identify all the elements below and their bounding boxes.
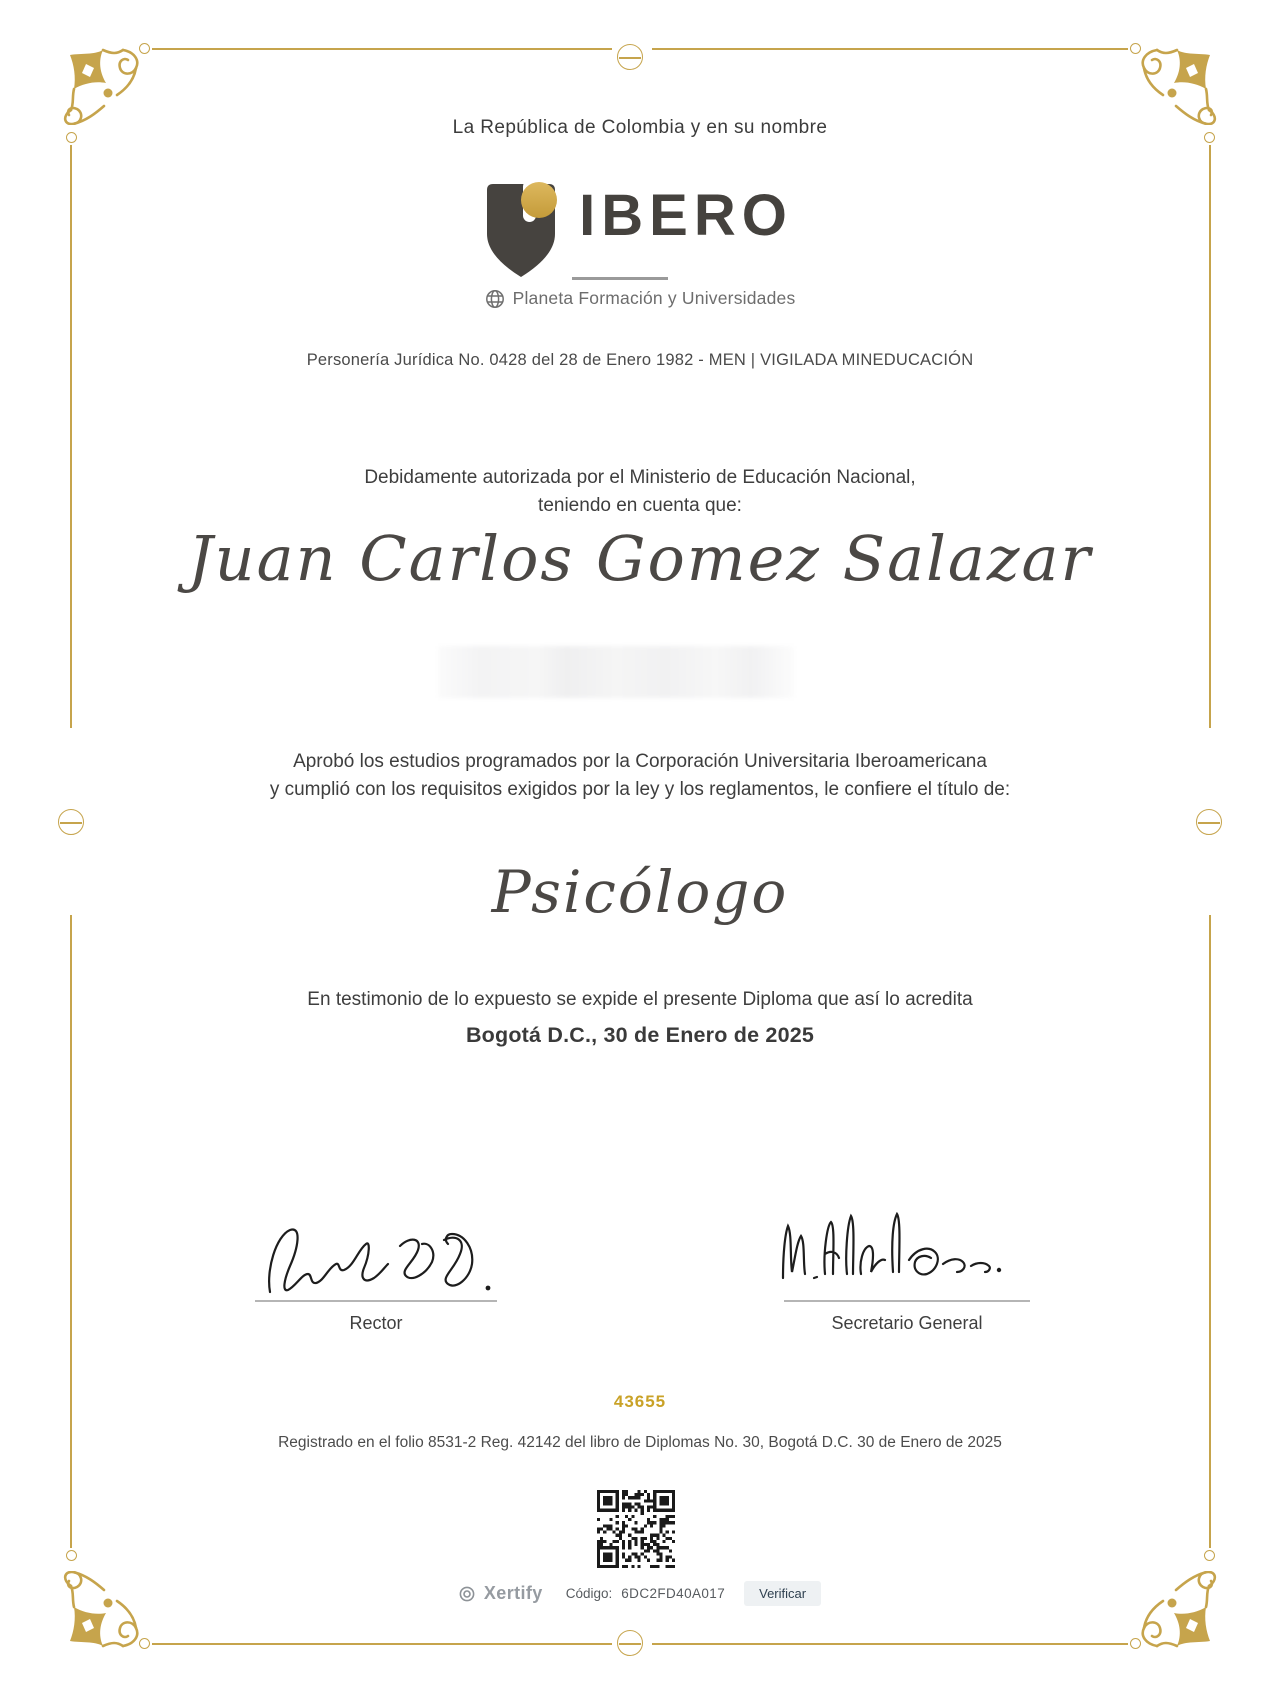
testimony-line: En testimonio de lo expuesto se expide el presente Diploma que así lo acredita (307, 989, 973, 1010)
authorization-line-2: teniendo en cuenta que: (538, 495, 742, 516)
border-line (152, 48, 612, 50)
verification-code: 6DC2FD40A017 (621, 1586, 726, 1601)
border-line (152, 1643, 612, 1645)
secretario-signature-line (784, 1300, 1030, 1302)
border-curl-icon (66, 1550, 77, 1561)
rector-signature-line (255, 1300, 497, 1302)
theta-ornament-icon (58, 809, 84, 835)
diploma-number: 43655 (613, 1392, 667, 1411)
approval-line-1: Aprobó los estudios programados por la Corporación Universitaria Iberoamericana (293, 751, 987, 772)
ibero-wordmark: IBERO (579, 183, 793, 248)
border-curl-icon (1130, 1638, 1141, 1649)
legal-line: Personería Jurídica No. 0428 del 28 de Enero 1982 - MEN | VIGILADA MINEDUCACIÓN (306, 351, 974, 369)
secretario-title: Secretario General (831, 1313, 983, 1333)
border-curl-icon (1130, 43, 1141, 54)
redacted-id-block (438, 646, 794, 698)
xertify-icon (459, 1586, 475, 1602)
border-curl-icon (139, 1638, 150, 1649)
authorization-line-1: Debidamente autorizada por el Ministerio de Educación Nacional, (364, 467, 916, 488)
planeta-tagline-row (0, 288, 1280, 309)
republic-header: La República de Colombia y en su nombre (452, 117, 828, 138)
secretario-signature (775, 1212, 1010, 1300)
degree-title: Psicólogo (491, 858, 789, 926)
graduate-name: Juan Carlos Gomez Salazar (187, 522, 1093, 595)
logo-divider (572, 277, 668, 280)
verification-row (0, 1581, 1280, 1606)
verify-button[interactable]: Verificar (744, 1581, 821, 1606)
corner-flourish-icon (1134, 45, 1220, 125)
border-line (652, 48, 1128, 50)
border-curl-icon (139, 43, 150, 54)
code-label: Código: (565, 1586, 613, 1601)
theta-ornament-icon (1196, 809, 1222, 835)
theta-ornament-icon (617, 1630, 643, 1656)
corner-flourish-icon (60, 45, 146, 125)
rector-title: Rector (349, 1313, 403, 1333)
approval-line-2: y cumplió con los requisitos exigidos por la ley y los reglamentos, le confiere el título de: (269, 779, 1011, 800)
ibero-logo (0, 182, 1280, 278)
ibero-shield-icon (487, 182, 559, 278)
globe-icon (485, 289, 505, 309)
theta-ornament-icon (617, 44, 643, 70)
xertify-wordmark: Xertify (483, 1583, 543, 1603)
border-line (652, 1643, 1128, 1645)
border-curl-icon (1204, 1550, 1215, 1561)
issue-date: Bogotá D.C., 30 de Enero de 2025 (465, 1023, 815, 1047)
planeta-tagline: Planeta Formación y Universidades (512, 288, 796, 308)
registration-line: Registrado en el folio 8531-2 Reg. 42142 del libro de Diplomas No. 30, Bogotá D.C. 30 de Enero de 2025 (278, 1434, 1002, 1451)
rector-signature (258, 1222, 502, 1300)
qr-code (597, 1490, 675, 1568)
